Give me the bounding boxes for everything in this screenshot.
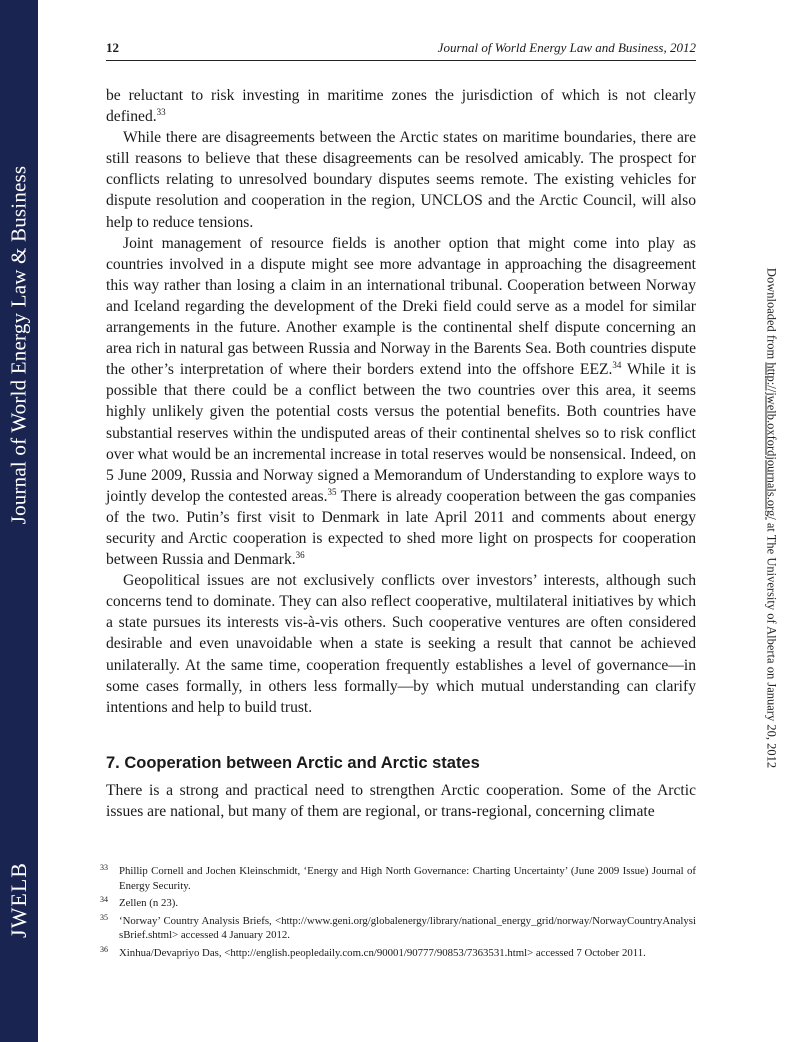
sidebar-journal-abbrev: JWELB xyxy=(6,862,31,938)
footnote-ref[interactable]: 34 xyxy=(612,360,622,371)
paragraph: There is a strong and practical need to strengthen Arctic cooperation. Some of the Arctic issues are national, but many of them are regional, or trans-regional, concerning climate xyxy=(106,781,696,820)
footnote-number: 34 xyxy=(100,895,108,904)
download-link[interactable]: http://jwelb.oxfordjournals.org/ xyxy=(764,362,779,520)
page-number: 12 xyxy=(106,40,119,55)
footnote-text: Phillip Cornell and Jochen Kleinschmidt, ‘Energy and High North Governance: Charting Uncertainty’ (June 2009 Issue) Journal of Energy Security. xyxy=(119,865,696,892)
paragraph xyxy=(106,85,696,127)
footnote-text: Zellen (n 23). xyxy=(119,897,179,909)
paragraph xyxy=(106,233,696,571)
paragraph-text: Joint management of resource fields is another option that might come into play as countries involved in a dispute might see more advantage in approaching the disagreement this way rather than losing a claim in an international tribunal. Cooperation between Norway and Iceland regarding the development of the Dreki field could serve as a model for similar arrangements in the future. Another example is the continental shelf dispute concerning an area rich in natural gas between Russia and Norway in the Barents Sea. Both countries dispute the other’s interpretation of where their borders extend into the offshore EEZ. xyxy=(106,234,696,379)
paragraph: While there are disagreements between the Arctic states on maritime boundaries, there are still reasons to believe that these disagreements can be resolved amicably. The prospect for conflicts relating to unresolved boundary disputes seems remote. The existing vehicles for dispute resolution and cooperation in the region, UNCLOS and the Arctic Council, will also help to reduce tensions. xyxy=(106,129,696,231)
footnote-text: ‘Norway’ Country Analysis Briefs, <http://www.geni.org/globalenergy/library/national_energy_grid/norway/NorwayCountryAnalysisBrief.shtml> accessed 4 January 2012. xyxy=(119,914,696,941)
page-header xyxy=(106,38,696,61)
paragraph: Geopolitical issues are not exclusively conflicts over investors’ interests, although such concerns tend to dominate. They can also reflect cooperative, multilateral initiatives by which a state pursues its interests vis-à-vis others. Such cooperative ventures are often considered desirable and even unavoidable when a state is seeking a result that cannot be achieved unilaterally. At the same time, cooperation frequently establishes a level of governance—in some cases formally, in others less formally—by which mutual understanding can clarify intentions and help to build trust. xyxy=(106,572,696,716)
sidebar-journal-title: Journal of World Energy Law & Business xyxy=(6,165,31,525)
footnote-number: 36 xyxy=(100,944,108,954)
footnotes xyxy=(100,863,696,963)
paragraph-text: There is already cooperation between the gas companies of the two. Putin’s first visit to Denmark in late April 2011 and comments about energy security and Arctic cooperation is expected to shed more light on prospects for cooperation between Russia and Denmark. xyxy=(106,487,696,569)
footnote xyxy=(100,944,696,961)
paragraph-text: While it is possible that there could be a conflict between the two countries over this area, it seems highly unlikely given the potential costs versus the potential benefits. Both countries have substantial reserves within the undisputed areas of their continental shelves so to risk conflict over what would be an incremental increase in total reserves would be nonsensical. Indeed, on 5 June 2009, Russia and Norway signed a Memorandum of Understanding to explore ways to jointly develop the contested areas. xyxy=(106,361,696,505)
footnote xyxy=(100,912,696,943)
footnote-ref[interactable]: 33 xyxy=(156,107,166,118)
footnote-ref[interactable]: 35 xyxy=(327,486,337,497)
download-notice xyxy=(764,268,779,768)
download-prefix: Downloaded from xyxy=(764,267,779,363)
footnote-ref[interactable]: 36 xyxy=(295,550,305,561)
paragraph-text: be reluctant to risk investing in maritime zones the jurisdiction of which is not clearly defined. xyxy=(106,87,696,126)
footnote xyxy=(100,863,696,893)
footnote-text: Xinhua/Devapriyo Das, <http://english.peopledaily.com.cn/90001/90777/90853/7363531.html> accessed 7 October 2011. xyxy=(119,946,646,959)
body-text xyxy=(106,85,696,822)
journal-sidebar xyxy=(0,0,38,1042)
footnote-number: 33 xyxy=(100,863,108,872)
section-heading: 7. Cooperation between Arctic and Arctic states xyxy=(106,753,480,772)
running-head: Journal of World Energy Law and Business, 2012 xyxy=(437,40,696,55)
footnote xyxy=(100,895,696,911)
download-suffix: at The University of Alberta on January 20, 2012 xyxy=(764,519,779,769)
footnote-number: 35 xyxy=(100,912,108,922)
